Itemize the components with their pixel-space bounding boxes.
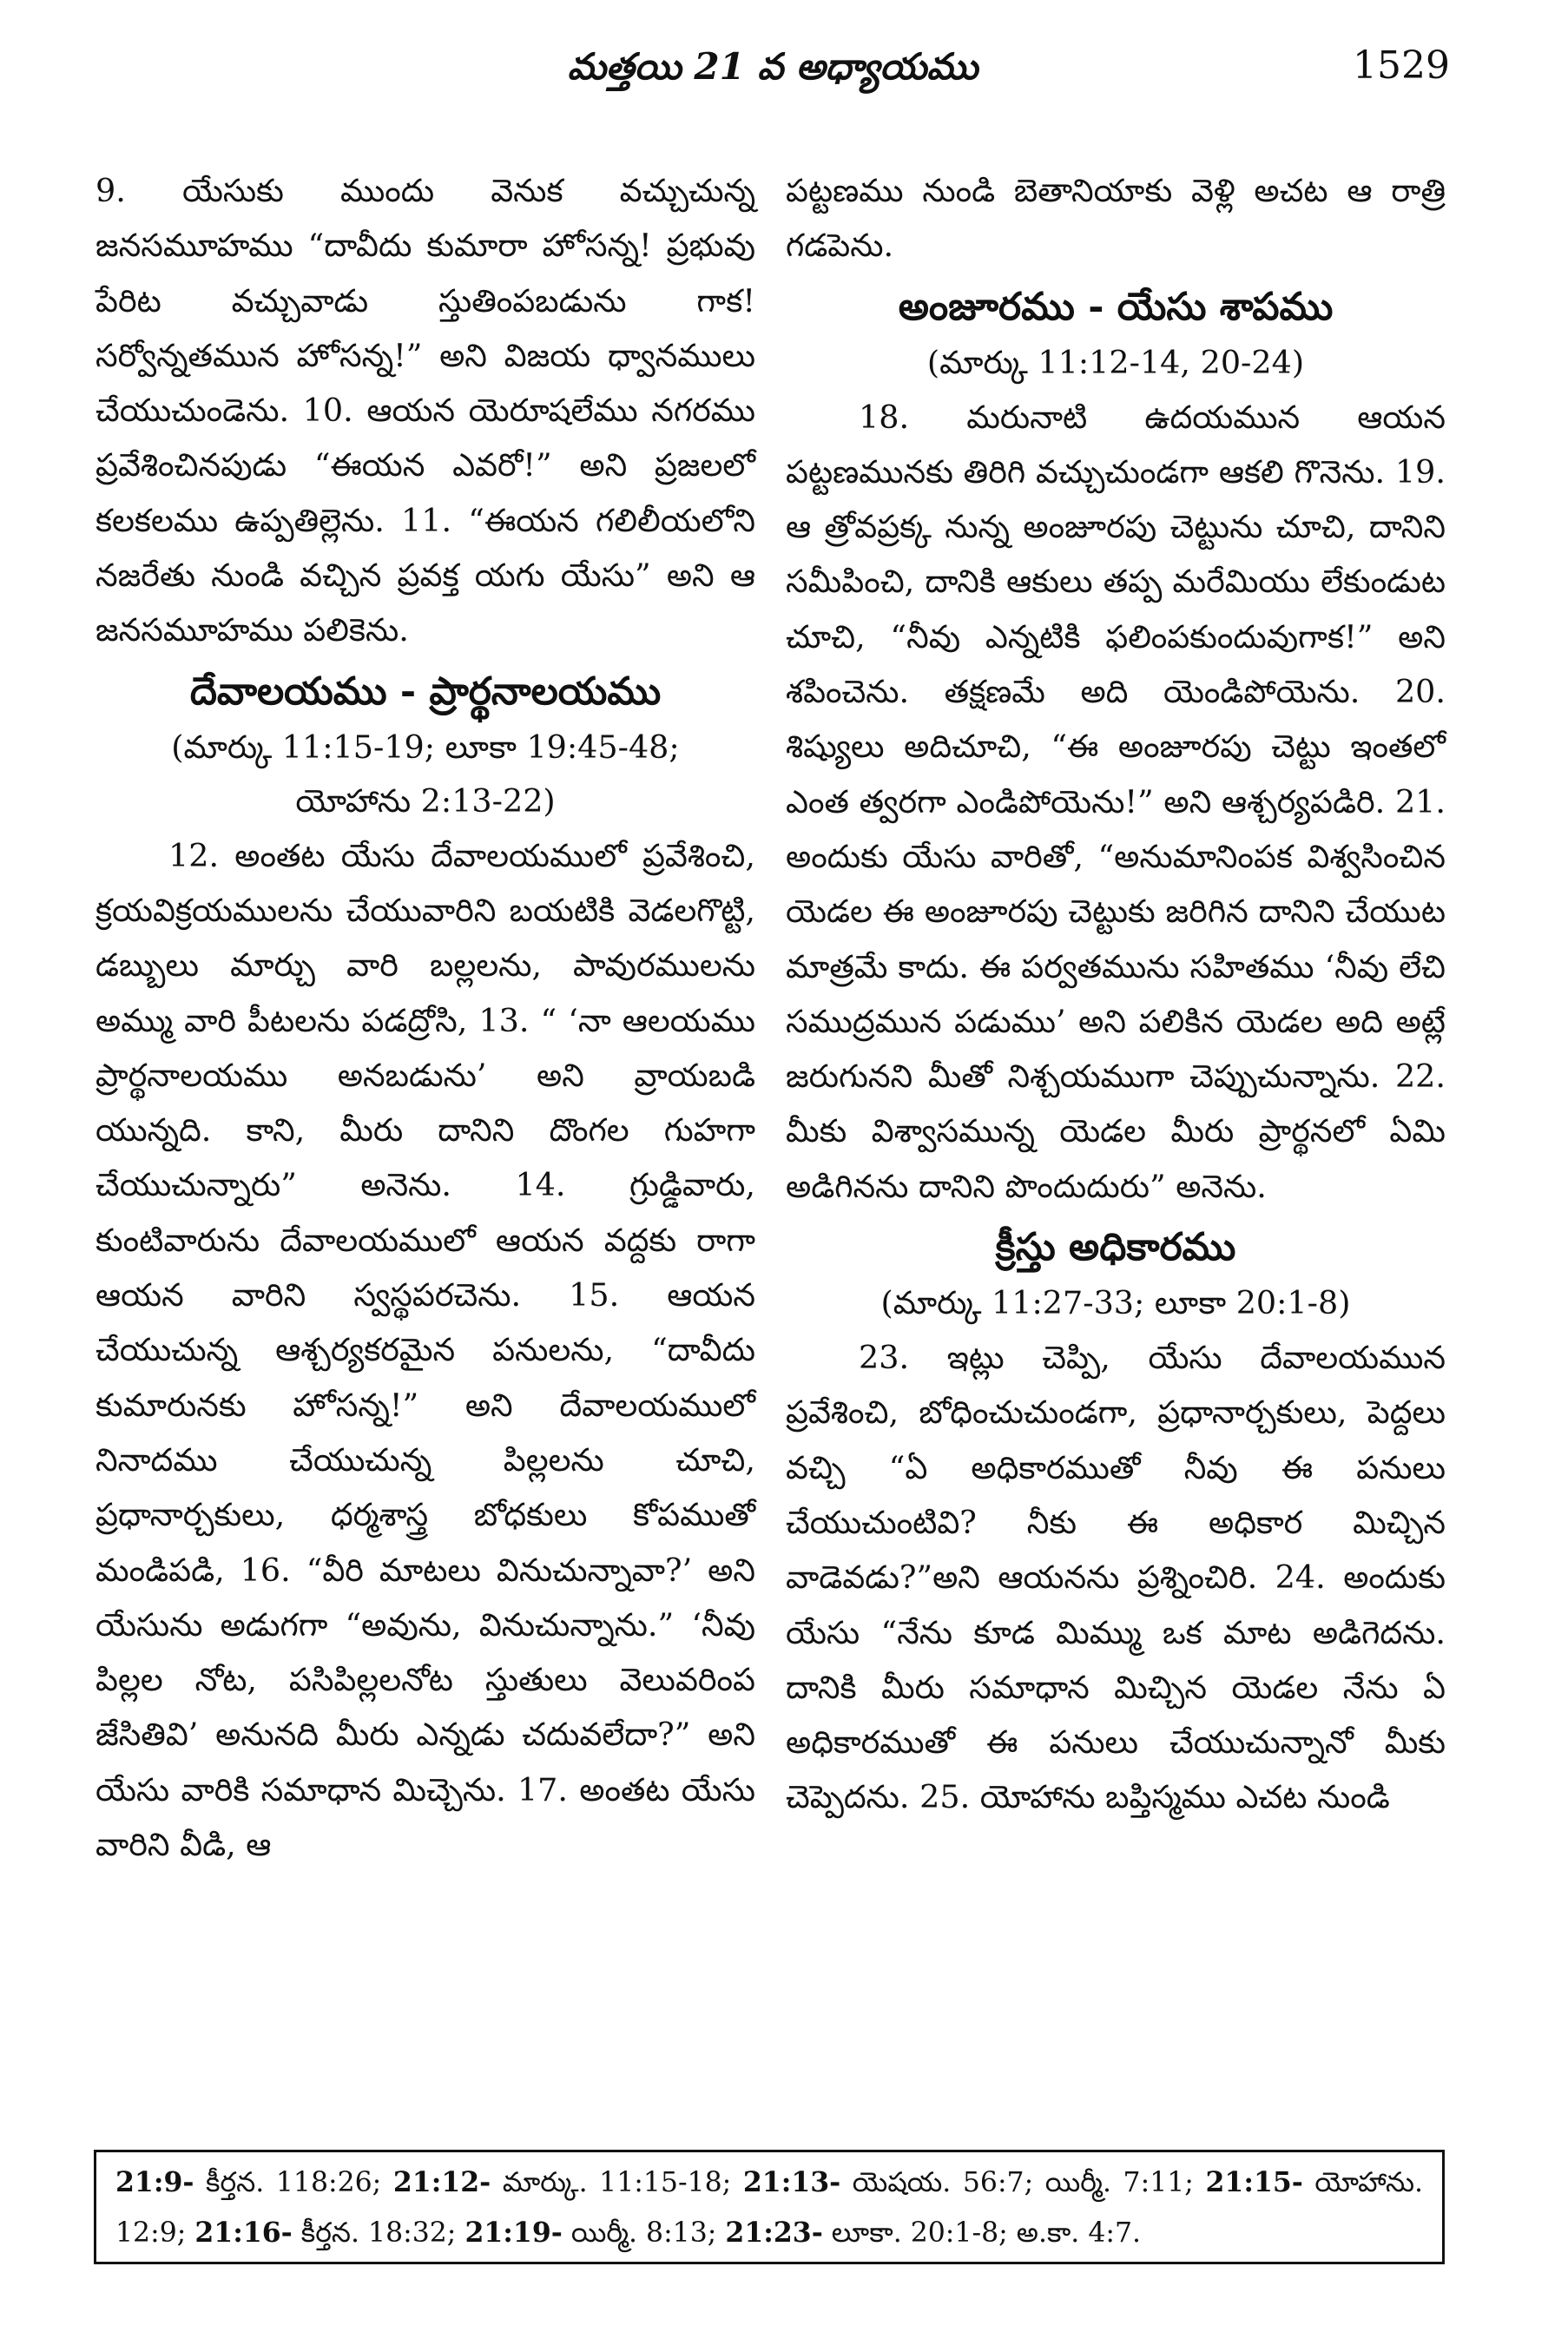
- section-heading-temple: దేవాలయము - ప్రార్థనాలయము: [189, 669, 662, 714]
- footnote-text: యిర్మీ. 8:13;: [562, 2217, 726, 2249]
- page-header: [96, 33, 1450, 102]
- footnote-ref: 21:13-: [742, 2166, 841, 2198]
- left-column: [96, 163, 755, 1872]
- paragraph-verse-17-cont: పట్టణము నుండి బెతానియాకు వెళ్లి అచట ఆ రాత్రి గడపెను.: [786, 172, 1446, 265]
- footnote-box: [94, 2150, 1445, 2264]
- footnote-text: కీర్తన. 18:32;: [292, 2217, 465, 2249]
- footnote-ref: 21:15-: [1205, 2166, 1303, 2198]
- page-number: 1529: [1353, 43, 1450, 88]
- cross-reference-line: (మార్కు 11:15-19; లూకా 19:45-48;: [171, 728, 680, 766]
- footnote-text: కీర్తన. 118:26;: [194, 2167, 393, 2198]
- paragraph-verses-12-17: 12. అంతట యేసు దేవాలయములో ప్రవేశించి, క్రయవిక్రయములను చేయువారిని బయటికి వెడలగొట్టి, డబ్బులు మార్చు వారి బల్లలను, పావురములను అమ్ము వారి పీటలను పడద్రోసి, 13. “ ‘నా ఆలయము ప్రార్థనాలయము అనబడును’ అని వ్రాయబడి యున్నది. కాని, మీరు దానిని దొంగల గుహగా చేయుచున్నారు” అనెను. 14. గ్రుడ్డివారు, కుంటివారును దేవాలయములో ఆయన వద్దకు రాగా ఆయన వారిని స్వస్థపరచెను. 15. ఆయన చేయుచున్న ఆశ్చర్యకరమైన పనులను, “దావీదు కుమారునకు హోసన్న!” అని దేవాలయములో నినాదము చేయుచున్న పిల్లలను చూచి, ప్రధానార్చకులు, ధర్మశాస్త్ర బోధకులు కోపముతో మండిపడి, 16. “వీరి మాటలు వినుచున్నావా?’ అని యేసును అడుగగా “అవును, వినుచున్నాను.” ‘నీవు పిల్లల నోట, పసిపిల్లలనోట స్తుతులు వెలువరింప జేసితివి’ అనునది మీరు ఎన్నడు చదువలేదా?” అని యేసు వారికి సమాధాన మిచ్చెను. 17. అంతట యేసు వారిని వీడి, ఆ: [96, 836, 755, 1864]
- footnote-text: యోహాను. 12:9;: [115, 2167, 1424, 2249]
- footnote-ref: 21:16-: [194, 2217, 293, 2249]
- cross-reference-authority: (మార్కు 11:27-33; లూకా 20:1-8): [880, 1284, 1351, 1322]
- paragraph-verses-23-25: 23. ఇట్లు చెప్పి, యేసు దేవాలయమున ప్రవేశించి, బోధించుచుండగా, ప్రధానార్చకులు, పెద్దలు వచ్చి “ఏ అధికారముతో నీవు ఈ పనులు చేయుచుంటివి? నీకు ఈ అధికార మిచ్చిన వాడెవడు?”అని ఆయనను ప్రశ్నించిరి. 24. అందుకు యేసు “నేను కూడ మిమ్ము ఒక మాట అడిగెదను. దానికి మీరు సమాధాన మిచ్చిన యెడల నేను ఏ అధికారముతో ఈ పనులు చేయుచున్నానో మీకు చెప్పెదను. 25. యోహాను బప్తిస్మము ఎచట నుండి: [786, 1339, 1446, 1816]
- chapter-title: మత్తయి 21 వ అధ్యాయము: [567, 45, 978, 88]
- section-heading-authority: క్రీస్తు అధికారము: [995, 1225, 1236, 1270]
- right-column: [786, 163, 1446, 1825]
- paragraph-verses-18-22: 18. మరునాటి ఉదయమున ఆయన పట్టణమునకు తిరిగి వచ్చుచుండగా ఆకలి గొనెను. 19. ఆ త్రోవప్రక్క నున్న అంజూరపు చెట్టును చూచి, దానిని సమీపించి, దానికి ఆకులు తప్ప మరేమియు లేకుండుట చూచి, “నీవు ఎన్నటికి ఫలింపకుందువుగాక!” అని శపించెను. తక్షణమే అది యెండిపోయెను. 20. శిష్యులు అదిచూచి, “ఈ అంజూరపు చెట్టు ఇంతలో ఎంత త్వరగా ఎండిపోయెను!” అని ఆశ్చర్యపడిరి. 21. అందుకు యేసు వారితో, “అనుమానింపక విశ్వసించిన యెడల ఈ అంజూరపు చెట్టుకు జరిగిన దానిని చేయుట మాత్రమే కాదు. ఈ పర్వతమును సహితము ‘నీవు లేచి సముద్రమున పడుము’ అని పలికిన యెడల అది అట్లే జరుగునని మీతో నిశ్చయముగా చెప్పుచున్నాను. 22. మీకు విశ్వాసమున్న యెడల మీరు ప్రార్థనలో ఏమి అడిగినను దానిని పొందుదురు” అనెను.: [786, 398, 1446, 1205]
- footnote-ref: 21:23-: [725, 2217, 823, 2249]
- footnote-ref: 21:12-: [392, 2166, 491, 2198]
- section-heading-fig-tree: అంజూరము - యేసు శాపము: [898, 284, 1334, 329]
- cross-reference-line: యోహాను 2:13-22): [295, 781, 556, 820]
- footnote-ref: 21:9-: [115, 2166, 194, 2198]
- footnote-text: యెషయ. 56:7; యిర్మీ. 7:11;: [840, 2167, 1206, 2198]
- footnote-text: మార్కు. 11:15-18;: [491, 2167, 743, 2198]
- paragraph-verses-9-11: 9. యేసుకు ముందు వెనుక వచ్చుచున్న జనసమూహము “దావీదు కుమారా హోసన్న! ప్రభువు పేరిట వచ్చువాడు స్తుతింపబడును గాక! సర్వోన్నతమున హోసన్న!” అని విజయ ధ్వానములు చేయుచుండెను. 10. ఆయన యెరూషలేము నగరము ప్రవేశించినపుడు “ఈయన ఎవరో!” అని ప్రజలలో కలకలము ఉప్పతిల్లెను. 11. “ఈయన గలిలీయలోని నజరేతు నుండి వచ్చిన ప్రవక్త యగు యేసు” అని ఆ జనసమూహము పలికెను.: [96, 172, 755, 649]
- footnote-text: లూకా. 20:1-8; అ.కా. 4:7.: [822, 2217, 1142, 2249]
- cross-reference-fig-tree: (మార్కు 11:12-14, 20-24): [926, 343, 1305, 381]
- cross-reference-temple: [96, 721, 755, 828]
- footnote-ref: 21:19-: [464, 2217, 563, 2249]
